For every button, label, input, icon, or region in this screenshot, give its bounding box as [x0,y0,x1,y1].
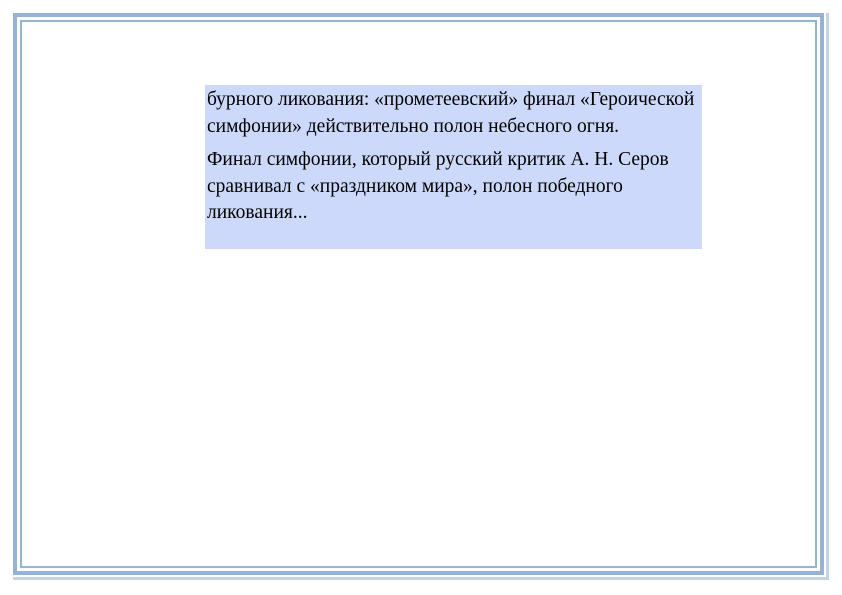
paragraph-1: бурного ликования: «прометеевский» финал «Героической симфонии» действительно полон небесного огня. [207,89,695,137]
highlighted-text-box [205,85,702,249]
paragraph-2: Финал симфонии, который русский критик А. Н. Серов сравнивал с «праздником мира», полон победного ликования... [207,149,669,223]
